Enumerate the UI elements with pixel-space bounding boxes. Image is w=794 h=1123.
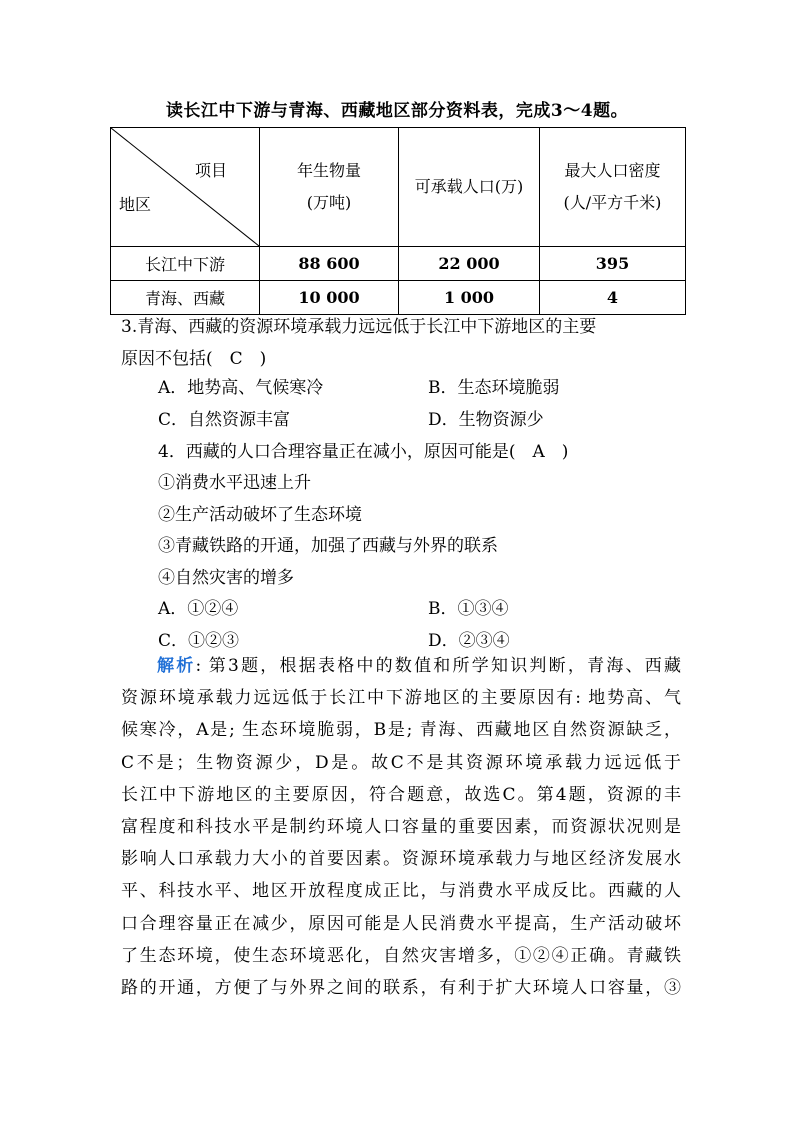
table-row: [111, 247, 686, 281]
density-cell: 4: [540, 281, 686, 315]
analysis-line: 平、科技水平、地区开放程度成正比，与消费水平成反比。西藏的人: [121, 881, 681, 902]
option-c: C．自然资源丰富: [158, 410, 291, 430]
analysis-text: : 第3题，根据表格中的数值和所学知识判断，青海、西藏: [195, 656, 681, 676]
header-density: [540, 128, 686, 247]
biomass-cell: 10 000: [260, 281, 399, 315]
capacity-cell: 1 000: [399, 281, 540, 315]
analysis-line: 路的开通，方便了与外界之间的联系，有利于扩大环境人口容量，③: [121, 978, 681, 999]
diagonal-header-cell: [111, 128, 260, 247]
analysis-line: 候寒冷，A是; 生态环境脆弱，B是; 青海、西藏地区自然资源缺乏，: [121, 720, 681, 741]
capacity-cell: 22 000: [399, 247, 540, 281]
analysis-line: 长江中下游地区的主要原因，符合题意，故选C。第4题，资源的丰: [121, 784, 681, 805]
biomass-cell: 88 600: [260, 247, 399, 281]
question-3-options: [158, 372, 678, 436]
data-table: [110, 127, 686, 315]
header-capacity: [399, 128, 540, 247]
option-b: B．生态环境脆弱: [428, 378, 560, 398]
option-c: C．①②③: [158, 631, 240, 651]
intro-text: 读长江中下游与青海、西藏地区部分资料表，完成3～4题。: [165, 101, 629, 121]
option-d: D．②③④: [428, 631, 510, 651]
question-4-item: ②生产活动破坏了生态环境: [158, 505, 362, 525]
question-4-options: [158, 593, 678, 657]
option-b: B．①③④: [428, 599, 509, 619]
region-cell: 青海、西藏: [111, 281, 260, 315]
diagonal-line: [111, 128, 259, 246]
analysis-label: 解析: [157, 656, 196, 676]
option-a: A．①②④: [158, 599, 239, 619]
region-cell: 长江中下游: [111, 247, 260, 281]
analysis-line: 资源环境承载力远远低于长江中下游地区的主要原因有: 地势高、气: [121, 688, 681, 709]
table-header-row: [111, 128, 686, 247]
analysis-line: 影响人口承载力大小的首要因素。资源环境承载力与地区经济发展水: [121, 849, 681, 870]
analysis-line: C不是；生物资源少，D是。故C不是其资源环境承载力远远低于: [121, 752, 681, 773]
header-item-label: 项目: [194, 161, 227, 180]
question-4-stem: 4．西藏的人口合理容量正在减小，原因可能是( A ): [158, 442, 569, 462]
option-a: A．地势高、气候寒冷: [158, 378, 324, 398]
header-biomass: [260, 128, 399, 247]
question-3-line1: 3.青海、西藏的资源环境承载力远远低于长江中下游地区的主要: [121, 317, 597, 337]
analysis-line: 富程度和科技水平是制约环境人口容量的重要因素，而资源状况则是: [121, 817, 681, 838]
option-d: D．生物资源少: [428, 410, 544, 430]
table-row: [111, 281, 686, 315]
header-text: 年生物量: [296, 161, 361, 180]
question-4-item: ①消费水平迅速上升: [158, 473, 311, 493]
analysis-block: [121, 650, 681, 1004]
analysis-line: 了生态环境，使生态环境恶化，自然灾害增多，①②④正确。青藏铁: [121, 945, 681, 966]
header-unit: (万吨): [306, 193, 352, 212]
header-text: 可承载人口(万): [414, 177, 524, 196]
question-4-item: ③青藏铁路的开通，加强了西藏与外界的联系: [158, 536, 498, 556]
question-4-item: ④自然灾害的增多: [158, 568, 294, 588]
header-unit: (人/平方千米): [563, 193, 662, 212]
analysis-line: 口合理容量正在减少，原因可能是人民消费水平提高，生产活动破坏: [121, 913, 681, 934]
header-text: 最大人口密度: [564, 161, 661, 180]
question-3-line2: 原因不包括( C ): [121, 349, 267, 369]
density-cell: 395: [540, 247, 686, 281]
header-region-label: 地区: [119, 195, 152, 214]
analysis-line: [121, 650, 681, 682]
